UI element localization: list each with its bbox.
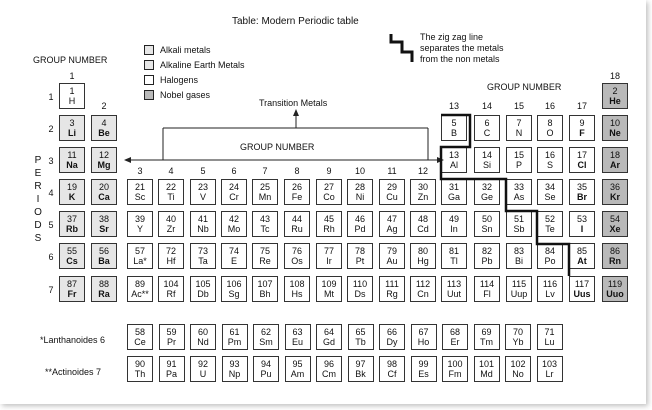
element-symbol: Hf <box>166 256 176 266</box>
element-symbol: Ar <box>609 160 620 170</box>
element-symbol: Am <box>290 369 305 379</box>
atomic-number: 98 <box>386 359 397 369</box>
element-symbol: Bk <box>355 369 366 379</box>
element-symbol: Sc <box>134 192 146 202</box>
atomic-number: 113 <box>446 279 462 289</box>
atomic-number: 99 <box>418 359 429 369</box>
periods-letter: R <box>34 181 42 192</box>
atomic-number: 40 <box>165 214 176 224</box>
legend-label: Alkali metals <box>160 44 211 55</box>
element-symbol: Th <box>134 369 146 379</box>
atomic-number: 105 <box>195 279 211 289</box>
element-symbol: Fe <box>291 192 303 202</box>
element-symbol: U <box>199 369 207 379</box>
element-symbol: Ag <box>386 224 398 234</box>
atomic-number: 67 <box>418 327 429 337</box>
atomic-number: 29 <box>386 182 397 192</box>
atomic-number: 106 <box>226 279 242 289</box>
element-symbol: Md <box>480 369 493 379</box>
element-symbol: Br <box>576 192 587 202</box>
atomic-number: 71 <box>544 327 555 337</box>
atomic-number: 110 <box>352 279 368 289</box>
element-symbol: Ta <box>198 256 208 266</box>
atomic-number: 32 <box>481 182 492 192</box>
group-number: 7 <box>262 166 268 176</box>
element-symbol: Cm <box>322 369 336 379</box>
atomic-number: 23 <box>197 182 208 192</box>
element-symbol: Pu <box>260 369 272 379</box>
atomic-number: 19 <box>66 182 77 192</box>
element-symbol: Mo <box>227 224 241 234</box>
atomic-number: 75 <box>259 246 270 256</box>
atomic-number: 2 <box>612 86 618 96</box>
atomic-number: 69 <box>481 327 492 337</box>
atomic-number: 84 <box>544 246 555 256</box>
element-symbol: Ir <box>326 256 332 266</box>
atomic-number: 41 <box>197 214 208 224</box>
atomic-number: 74 <box>228 246 239 256</box>
atomic-number: 108 <box>289 279 305 289</box>
atomic-number: 76 <box>291 246 302 256</box>
atomic-number: 57 <box>134 246 145 256</box>
atomic-number: 28 <box>354 182 365 192</box>
atomic-number: 17 <box>576 150 587 160</box>
atomic-number: 31 <box>448 182 459 192</box>
element-symbol: La* <box>133 256 147 266</box>
atomic-number: 8 <box>547 118 553 128</box>
element-symbol: Os <box>291 256 303 266</box>
element-symbol: Cf <box>387 369 397 379</box>
atomic-number: 45 <box>323 214 334 224</box>
atomic-number: 20 <box>98 182 109 192</box>
atomic-number: 96 <box>323 359 334 369</box>
atomic-number: 56 <box>98 246 109 256</box>
element-symbol: Sr <box>99 224 109 234</box>
atomic-number: 102 <box>510 359 526 369</box>
element-symbol: Mt <box>324 289 334 299</box>
element-symbol: Al <box>449 160 458 170</box>
atomic-number: 88 <box>98 279 109 289</box>
element-symbol: Fl <box>483 289 491 299</box>
atomic-number: 37 <box>66 214 77 224</box>
atomic-number: 78 <box>354 246 365 256</box>
atomic-number: 6 <box>484 118 490 128</box>
zigzag-note-line: from the non metals <box>420 54 500 64</box>
atomic-number: 107 <box>257 279 273 289</box>
element-symbol: Ba <box>98 256 110 266</box>
element-symbol: Uut <box>446 289 461 299</box>
atomic-number: 93 <box>229 359 240 369</box>
atomic-number: 65 <box>355 327 366 337</box>
atomic-number: 52 <box>544 214 555 224</box>
periods-letter: P <box>34 155 42 166</box>
element-symbol: Tm <box>480 337 493 347</box>
atomic-number: 94 <box>260 359 271 369</box>
element-symbol: At <box>577 256 587 266</box>
element-symbol: O <box>546 128 554 138</box>
element-symbol: Ne <box>609 128 621 138</box>
atomic-number: 92 <box>197 359 208 369</box>
atomic-number: 39 <box>134 214 145 224</box>
atomic-number: 64 <box>323 327 334 337</box>
group-number: 5 <box>200 166 206 176</box>
atomic-number: 21 <box>134 182 145 192</box>
element-symbol: Np <box>228 369 241 379</box>
atomic-number: 1 <box>69 86 75 96</box>
element-symbol: Re <box>259 256 271 266</box>
element-symbol: N <box>515 128 523 138</box>
element-symbol: Uup <box>510 289 528 299</box>
legend-label: Nobel gases <box>160 89 211 100</box>
atomic-number: 77 <box>323 246 334 256</box>
atomic-number: 68 <box>449 327 460 337</box>
group-number: 10 <box>354 166 365 176</box>
group-number: 6 <box>231 166 237 176</box>
element-symbol: Tl <box>450 256 458 266</box>
element-symbol: Tc <box>260 224 270 234</box>
atomic-number: 34 <box>544 182 555 192</box>
actinoids-label: **Actinoides 7 <box>45 367 102 377</box>
element-symbol: Pm <box>227 337 242 347</box>
element-symbol: Sg <box>228 289 240 299</box>
atomic-number: 70 <box>512 327 523 337</box>
atomic-number: 111 <box>385 279 399 289</box>
period-number: 2 <box>48 124 54 134</box>
period-number: 3 <box>48 156 54 166</box>
element-symbol: He <box>609 96 621 106</box>
group-number: 3 <box>137 166 143 176</box>
arrow-left-icon <box>124 157 131 163</box>
element-symbol: Bi <box>514 256 523 266</box>
atomic-number: 25 <box>259 182 270 192</box>
element-symbol: Cd <box>417 224 429 234</box>
element-symbol: Uus <box>573 289 591 299</box>
atomic-number: 81 <box>448 246 459 256</box>
element-symbol: Ga <box>447 192 460 202</box>
atomic-number: 47 <box>386 214 397 224</box>
element-symbol: Rh <box>323 224 335 234</box>
element-symbol: Zn <box>417 192 429 202</box>
group-number: 1 <box>69 71 75 81</box>
group-number-label-right: GROUP NUMBER <box>487 82 562 92</box>
group-number: 9 <box>326 166 332 176</box>
element-symbol: Se <box>544 192 556 202</box>
group-number: 11 <box>387 166 397 176</box>
periods-letter: D <box>34 220 42 231</box>
group-number-label-center: GROUP NUMBER <box>240 142 315 152</box>
atomic-number: 16 <box>544 150 555 160</box>
atomic-number: 48 <box>417 214 428 224</box>
element-symbol: H <box>68 96 76 106</box>
element-symbol: Ce <box>134 337 146 347</box>
element-symbol: Hg <box>417 256 429 266</box>
element-symbol: V <box>199 192 206 202</box>
element-symbol: Nb <box>197 224 209 234</box>
atomic-number: 86 <box>609 246 620 256</box>
group-number: 18 <box>609 71 620 81</box>
atomic-number: 59 <box>166 327 177 337</box>
element-symbol: Co <box>323 192 335 202</box>
element-symbol: Po <box>544 256 556 266</box>
element-symbol: Ti <box>167 192 175 202</box>
element-symbol: Cl <box>577 160 587 170</box>
atomic-number: 24 <box>228 182 239 192</box>
period-number: 5 <box>48 220 54 230</box>
element-symbol: Au <box>386 256 398 266</box>
element-symbol: Ra <box>98 289 110 299</box>
atomic-number: 72 <box>165 246 176 256</box>
atomic-number: 43 <box>259 214 270 224</box>
element-symbol: Fr <box>67 289 77 299</box>
element-symbol: Dy <box>386 337 398 347</box>
element-symbol: P <box>515 160 522 170</box>
atomic-number: 3 <box>69 118 75 128</box>
element-symbol: Rb <box>66 224 78 234</box>
atomic-number: 33 <box>513 182 524 192</box>
element-symbol: Cn <box>417 289 429 299</box>
periods-letter: I <box>36 194 40 205</box>
group-number: 16 <box>544 101 555 111</box>
atomic-number: 36 <box>609 182 620 192</box>
element-symbol: Si <box>482 160 491 170</box>
atomic-number: 101 <box>478 359 495 369</box>
atomic-number: 117 <box>574 279 590 289</box>
atomic-number: 53 <box>576 214 587 224</box>
atomic-number: 35 <box>576 182 587 192</box>
element-symbol: Y <box>136 224 143 234</box>
element-symbol: Rf <box>166 289 176 299</box>
element-symbol: Cs <box>66 256 78 266</box>
element-symbol: Lv <box>545 289 555 299</box>
atomic-number: 61 <box>229 327 240 337</box>
element-symbol: Nd <box>197 337 209 347</box>
transition-bracket <box>163 114 428 160</box>
element-symbol: Kr <box>609 192 620 202</box>
zigzag-legend-icon <box>391 34 412 62</box>
element-symbol: Cu <box>386 192 398 202</box>
group-number-label-left: GROUP NUMBER <box>33 55 108 65</box>
atomic-number: 15 <box>513 150 524 160</box>
group-number: 15 <box>513 101 524 111</box>
atomic-number: 80 <box>417 246 428 256</box>
atomic-number: 89 <box>134 279 145 289</box>
atomic-number: 30 <box>417 182 428 192</box>
atomic-number: 97 <box>355 359 366 369</box>
atomic-number: 58 <box>134 327 145 337</box>
element-symbol: As <box>513 192 525 202</box>
element-symbol: Sn <box>481 224 493 234</box>
element-symbol: Ds <box>354 289 366 299</box>
element-symbol: B <box>450 128 457 138</box>
element-symbol: Rn <box>609 256 621 266</box>
element-symbol: Li <box>68 128 76 138</box>
element-symbol: Pr <box>167 337 176 347</box>
group-number: 17 <box>576 101 587 111</box>
arrow-up-icon <box>293 109 299 116</box>
atomic-number: 95 <box>292 359 303 369</box>
legend-label: Halogens <box>160 74 199 85</box>
atomic-number: 5 <box>451 118 457 128</box>
element-symbol: Na <box>66 160 78 170</box>
atomic-number: 90 <box>134 359 145 369</box>
atomic-number: 55 <box>66 246 77 256</box>
element-symbol: K <box>68 192 76 202</box>
atomic-number: 82 <box>481 246 492 256</box>
element-symbol: Lr <box>545 369 554 379</box>
element-symbol: Sm <box>259 337 273 347</box>
atomic-number: 18 <box>609 150 620 160</box>
transition-metals-label: Transition Metals <box>259 98 328 108</box>
lanthanoids-label: *Lanthanoides 6 <box>40 335 106 345</box>
atomic-number: 22 <box>165 182 176 192</box>
atomic-number: 116 <box>542 279 558 289</box>
element-symbol: Ru <box>291 224 303 234</box>
group-number: 2 <box>101 101 107 111</box>
element-symbol: Rg <box>386 289 398 299</box>
atomic-number: 91 <box>166 359 177 369</box>
atomic-number: 9 <box>579 118 585 128</box>
element-symbol: Yb <box>512 337 524 347</box>
atomic-number: 109 <box>321 279 337 289</box>
element-symbol: Pb <box>481 256 493 266</box>
element-symbol: Te <box>545 224 555 234</box>
atomic-number: 38 <box>98 214 109 224</box>
atomic-number: 13 <box>448 150 459 160</box>
element-symbol: Hs <box>291 289 303 299</box>
element-symbol: Bh <box>259 289 271 299</box>
element-symbol: Cr <box>229 192 239 202</box>
element-symbol: E <box>230 256 237 266</box>
atomic-number: 83 <box>513 246 524 256</box>
atomic-number: 85 <box>576 246 587 256</box>
atomic-number: 73 <box>197 246 208 256</box>
element-symbol: Be <box>98 128 110 138</box>
element-symbol: Zr <box>166 224 176 234</box>
atomic-number: 49 <box>448 214 459 224</box>
group-number: 13 <box>448 101 459 111</box>
group-number: 14 <box>481 101 492 111</box>
atomic-number: 10 <box>609 118 620 128</box>
element-symbol: Ge <box>480 192 493 202</box>
legend-label: Alkaline Earth Metals <box>160 59 245 70</box>
periods-letter: S <box>34 233 42 244</box>
atomic-number: 62 <box>260 327 271 337</box>
element-symbol: Ac** <box>131 289 149 299</box>
element-symbol: I <box>580 224 584 234</box>
atomic-number: 51 <box>513 214 524 224</box>
atomic-number: 4 <box>101 118 107 128</box>
atomic-number: 103 <box>541 359 558 369</box>
element-symbol: Ca <box>98 192 110 202</box>
atomic-number: 100 <box>447 359 463 369</box>
element-symbol: In <box>450 224 458 234</box>
element-symbol: Er <box>450 337 460 347</box>
atomic-number: 79 <box>386 246 397 256</box>
element-symbol: Mn <box>258 192 272 202</box>
zigzag-note-line: The zig zag line <box>420 32 484 42</box>
atomic-number: 12 <box>98 150 109 160</box>
element-symbol: Sb <box>513 224 525 234</box>
atomic-number: 104 <box>163 279 179 289</box>
element-symbol: C <box>483 128 491 138</box>
group-number: 8 <box>294 166 300 176</box>
element-symbol: Ho <box>417 337 430 347</box>
element-symbol: Xe <box>609 224 621 234</box>
atomic-number: 60 <box>197 327 208 337</box>
element-symbol: Pa <box>165 369 177 379</box>
atomic-number: 26 <box>291 182 302 192</box>
period-number: 6 <box>48 252 54 262</box>
element-symbol: Es <box>418 369 429 379</box>
page-title: Table: Modern Periodic table <box>232 16 359 27</box>
element-symbol: Eu <box>291 337 303 347</box>
atomic-number: 27 <box>323 182 334 192</box>
metal-nonmetal-zigzag <box>441 115 569 276</box>
atomic-number: 7 <box>516 118 522 128</box>
element-symbol: S <box>546 160 553 170</box>
element-symbol: Db <box>197 289 209 299</box>
atomic-number: 115 <box>511 279 527 289</box>
group-number: 12 <box>417 166 428 176</box>
zigzag-note-line: separates the metals <box>420 43 504 53</box>
element-symbol: Lu <box>544 337 555 347</box>
atomic-number: 50 <box>481 214 492 224</box>
atomic-number: 66 <box>386 327 397 337</box>
element-symbol: No <box>512 369 524 379</box>
atomic-number: 112 <box>415 279 431 289</box>
period-number: 7 <box>48 285 54 295</box>
element-symbol: F <box>579 128 585 138</box>
periods-letter: O <box>34 207 42 218</box>
element-symbol: Pt <box>355 256 365 266</box>
atomic-number: 87 <box>66 279 77 289</box>
element-symbol: Fm <box>448 369 462 379</box>
atomic-number: 54 <box>609 214 620 224</box>
period-number: 4 <box>48 188 54 198</box>
atomic-number: 44 <box>291 214 302 224</box>
atomic-number: 11 <box>67 150 77 160</box>
atomic-number: 14 <box>481 150 492 160</box>
atomic-number: 119 <box>607 279 623 289</box>
atomic-number: 42 <box>228 214 239 224</box>
periods-letter: E <box>34 168 42 179</box>
group-number: 4 <box>168 166 174 176</box>
atomic-number: 46 <box>354 214 365 224</box>
atomic-number: 114 <box>479 279 495 289</box>
element-symbol: Gd <box>322 337 335 347</box>
element-symbol: Pd <box>354 224 366 234</box>
atomic-number: 63 <box>292 327 303 337</box>
period-number: 1 <box>48 92 54 102</box>
element-symbol: Tb <box>355 337 366 347</box>
element-symbol: Uuo <box>606 289 624 299</box>
element-symbol: Ni <box>355 192 365 202</box>
element-symbol: Mg <box>97 160 111 170</box>
